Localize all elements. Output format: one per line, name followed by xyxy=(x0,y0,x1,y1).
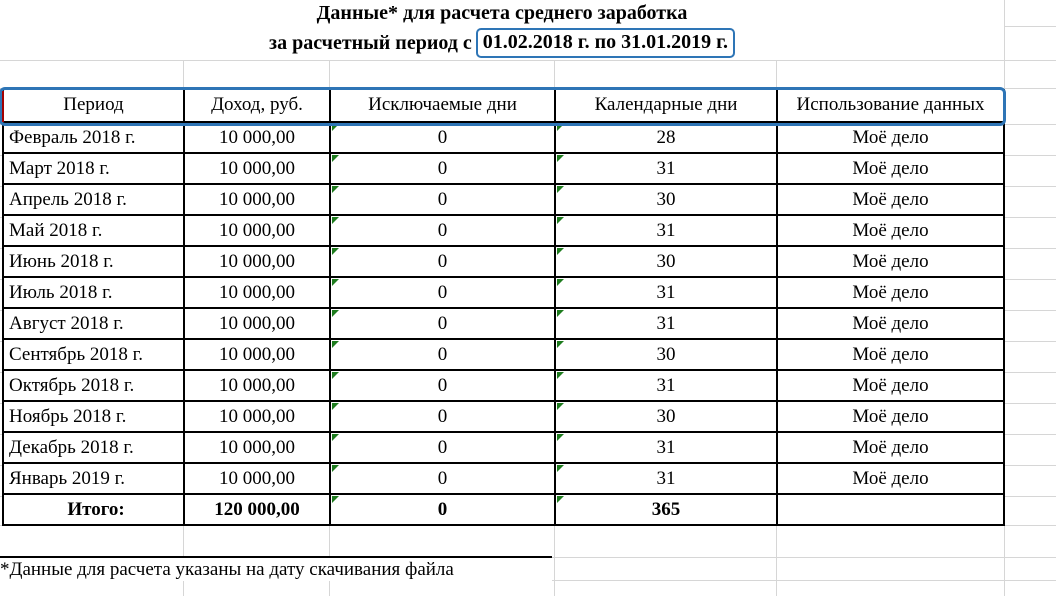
number-stored-as-text-flag-icon xyxy=(557,217,564,224)
period-date-field[interactable]: 01.02.2018 г. по 31.01.2019 г. xyxy=(476,28,735,58)
cell-calendar: 28 xyxy=(555,122,777,153)
number-stored-as-text-flag-icon xyxy=(332,310,339,317)
cell-period: Февраль 2018 г. xyxy=(3,122,184,153)
cell-period: Август 2018 г. xyxy=(3,308,184,339)
number-stored-as-text-flag-icon xyxy=(557,372,564,379)
column-header-excluded: Исключаемые дни xyxy=(330,89,555,122)
cell-calendar: 31 xyxy=(555,432,777,463)
cell-excluded: 0 xyxy=(330,339,555,370)
cell-usage: Моё дело xyxy=(777,339,1004,370)
total-cell-usage xyxy=(777,494,1004,525)
number-stored-as-text-flag-icon xyxy=(557,465,564,472)
cell-income: 10 000,00 xyxy=(184,432,330,463)
cell-usage: Моё дело xyxy=(777,215,1004,246)
table-row xyxy=(3,370,1004,401)
cell-period: Июнь 2018 г. xyxy=(3,246,184,277)
cell-period: Ноябрь 2018 г. xyxy=(3,401,184,432)
cell-calendar: 31 xyxy=(555,215,777,246)
cell-excluded: 0 xyxy=(330,184,555,215)
cell-usage: Моё дело xyxy=(777,432,1004,463)
cell-income: 10 000,00 xyxy=(184,122,330,153)
cell-income: 10 000,00 xyxy=(184,246,330,277)
number-stored-as-text-flag-icon xyxy=(332,403,339,410)
total-cell-calendar: 365 xyxy=(555,494,777,525)
number-stored-as-text-flag-icon xyxy=(557,496,564,503)
number-stored-as-text-flag-icon xyxy=(557,341,564,348)
cell-usage: Моё дело xyxy=(777,246,1004,277)
earnings-table xyxy=(2,89,1005,526)
subtitle-text: за расчетный период с xyxy=(269,31,472,54)
number-stored-as-text-flag-icon xyxy=(332,279,339,286)
total-cell-excluded: 0 xyxy=(330,494,555,525)
earnings-table-container xyxy=(2,89,1005,526)
cell-excluded: 0 xyxy=(330,463,555,494)
cell-income: 10 000,00 xyxy=(184,153,330,184)
header-row xyxy=(3,89,1004,122)
table-row xyxy=(3,277,1004,308)
number-stored-as-text-flag-icon xyxy=(332,434,339,441)
footnote xyxy=(0,558,552,581)
table-row xyxy=(3,308,1004,339)
subtitle-row xyxy=(0,26,1004,60)
cell-excluded: 0 xyxy=(330,432,555,463)
number-stored-as-text-flag-icon xyxy=(332,496,339,503)
table-row xyxy=(3,215,1004,246)
table-row xyxy=(3,153,1004,184)
cell-income: 10 000,00 xyxy=(184,277,330,308)
cell-usage: Моё дело xyxy=(777,463,1004,494)
cell-income: 10 000,00 xyxy=(184,184,330,215)
number-stored-as-text-flag-icon xyxy=(332,341,339,348)
number-stored-as-text-flag-icon xyxy=(557,279,564,286)
cell-calendar: 31 xyxy=(555,370,777,401)
table-row xyxy=(3,339,1004,370)
table-row xyxy=(3,122,1004,153)
cell-calendar: 30 xyxy=(555,401,777,432)
table-row xyxy=(3,432,1004,463)
number-stored-as-text-flag-icon xyxy=(557,155,564,162)
cell-income: 10 000,00 xyxy=(184,401,330,432)
column-header-usage: Использование данных xyxy=(777,89,1004,122)
cell-usage: Моё дело xyxy=(777,153,1004,184)
cell-excluded: 0 xyxy=(330,215,555,246)
number-stored-as-text-flag-icon xyxy=(332,372,339,379)
number-stored-as-text-flag-icon xyxy=(557,403,564,410)
column-header-income: Доход, руб. xyxy=(184,89,330,122)
cell-calendar: 30 xyxy=(555,339,777,370)
number-stored-as-text-flag-icon xyxy=(332,155,339,162)
cell-income: 10 000,00 xyxy=(184,463,330,494)
cell-usage: Моё дело xyxy=(777,401,1004,432)
column-header-calendar: Календарные дни xyxy=(555,89,777,122)
cell-excluded: 0 xyxy=(330,122,555,153)
page-title: Данные* для расчета среднего заработка xyxy=(0,0,1004,26)
column-header-period: Период xyxy=(3,89,184,122)
cell-period: Апрель 2018 г. xyxy=(3,184,184,215)
cell-excluded: 0 xyxy=(330,401,555,432)
cell-period: Май 2018 г. xyxy=(3,215,184,246)
cell-usage: Моё дело xyxy=(777,308,1004,339)
number-stored-as-text-flag-icon xyxy=(557,310,564,317)
cell-period: Март 2018 г. xyxy=(3,153,184,184)
table-row xyxy=(3,463,1004,494)
table-row xyxy=(3,184,1004,215)
cell-calendar: 31 xyxy=(555,308,777,339)
cell-calendar: 30 xyxy=(555,184,777,215)
cell-excluded: 0 xyxy=(330,308,555,339)
cell-calendar: 31 xyxy=(555,463,777,494)
number-stored-as-text-flag-icon xyxy=(557,434,564,441)
number-stored-as-text-flag-icon xyxy=(332,124,339,131)
cell-income: 10 000,00 xyxy=(184,308,330,339)
table-row xyxy=(3,246,1004,277)
cell-period: Июль 2018 г. xyxy=(3,277,184,308)
number-stored-as-text-flag-icon xyxy=(332,465,339,472)
cell-calendar: 31 xyxy=(555,153,777,184)
cell-excluded: 0 xyxy=(330,277,555,308)
cell-period: Январь 2019 г. xyxy=(3,463,184,494)
cell-income: 10 000,00 xyxy=(184,215,330,246)
cell-calendar: 31 xyxy=(555,277,777,308)
cell-period: Декабрь 2018 г. xyxy=(3,432,184,463)
number-stored-as-text-flag-icon xyxy=(332,248,339,255)
cell-income: 10 000,00 xyxy=(184,370,330,401)
cell-excluded: 0 xyxy=(330,370,555,401)
table-row xyxy=(3,401,1004,432)
cell-usage: Моё дело xyxy=(777,277,1004,308)
total-cell-income: 120 000,00 xyxy=(184,494,330,525)
number-stored-as-text-flag-icon xyxy=(557,248,564,255)
cell-excluded: 0 xyxy=(330,246,555,277)
cell-income: 10 000,00 xyxy=(184,339,330,370)
number-stored-as-text-flag-icon xyxy=(332,217,339,224)
cell-usage: Моё дело xyxy=(777,122,1004,153)
number-stored-as-text-flag-icon xyxy=(557,186,564,193)
number-stored-as-text-flag-icon xyxy=(557,124,564,131)
total-cell-period: Итого: xyxy=(3,494,184,525)
footnote-text: *Данные для расчета указаны на дату скачивания файла xyxy=(0,558,454,580)
number-stored-as-text-flag-icon xyxy=(332,186,339,193)
cell-period: Сентябрь 2018 г. xyxy=(3,339,184,370)
cell-usage: Моё дело xyxy=(777,370,1004,401)
cell-period: Октябрь 2018 г. xyxy=(3,370,184,401)
cell-excluded: 0 xyxy=(330,153,555,184)
cell-usage: Моё дело xyxy=(777,184,1004,215)
gridline xyxy=(0,60,1056,61)
total-row xyxy=(3,494,1004,525)
cell-calendar: 30 xyxy=(555,246,777,277)
